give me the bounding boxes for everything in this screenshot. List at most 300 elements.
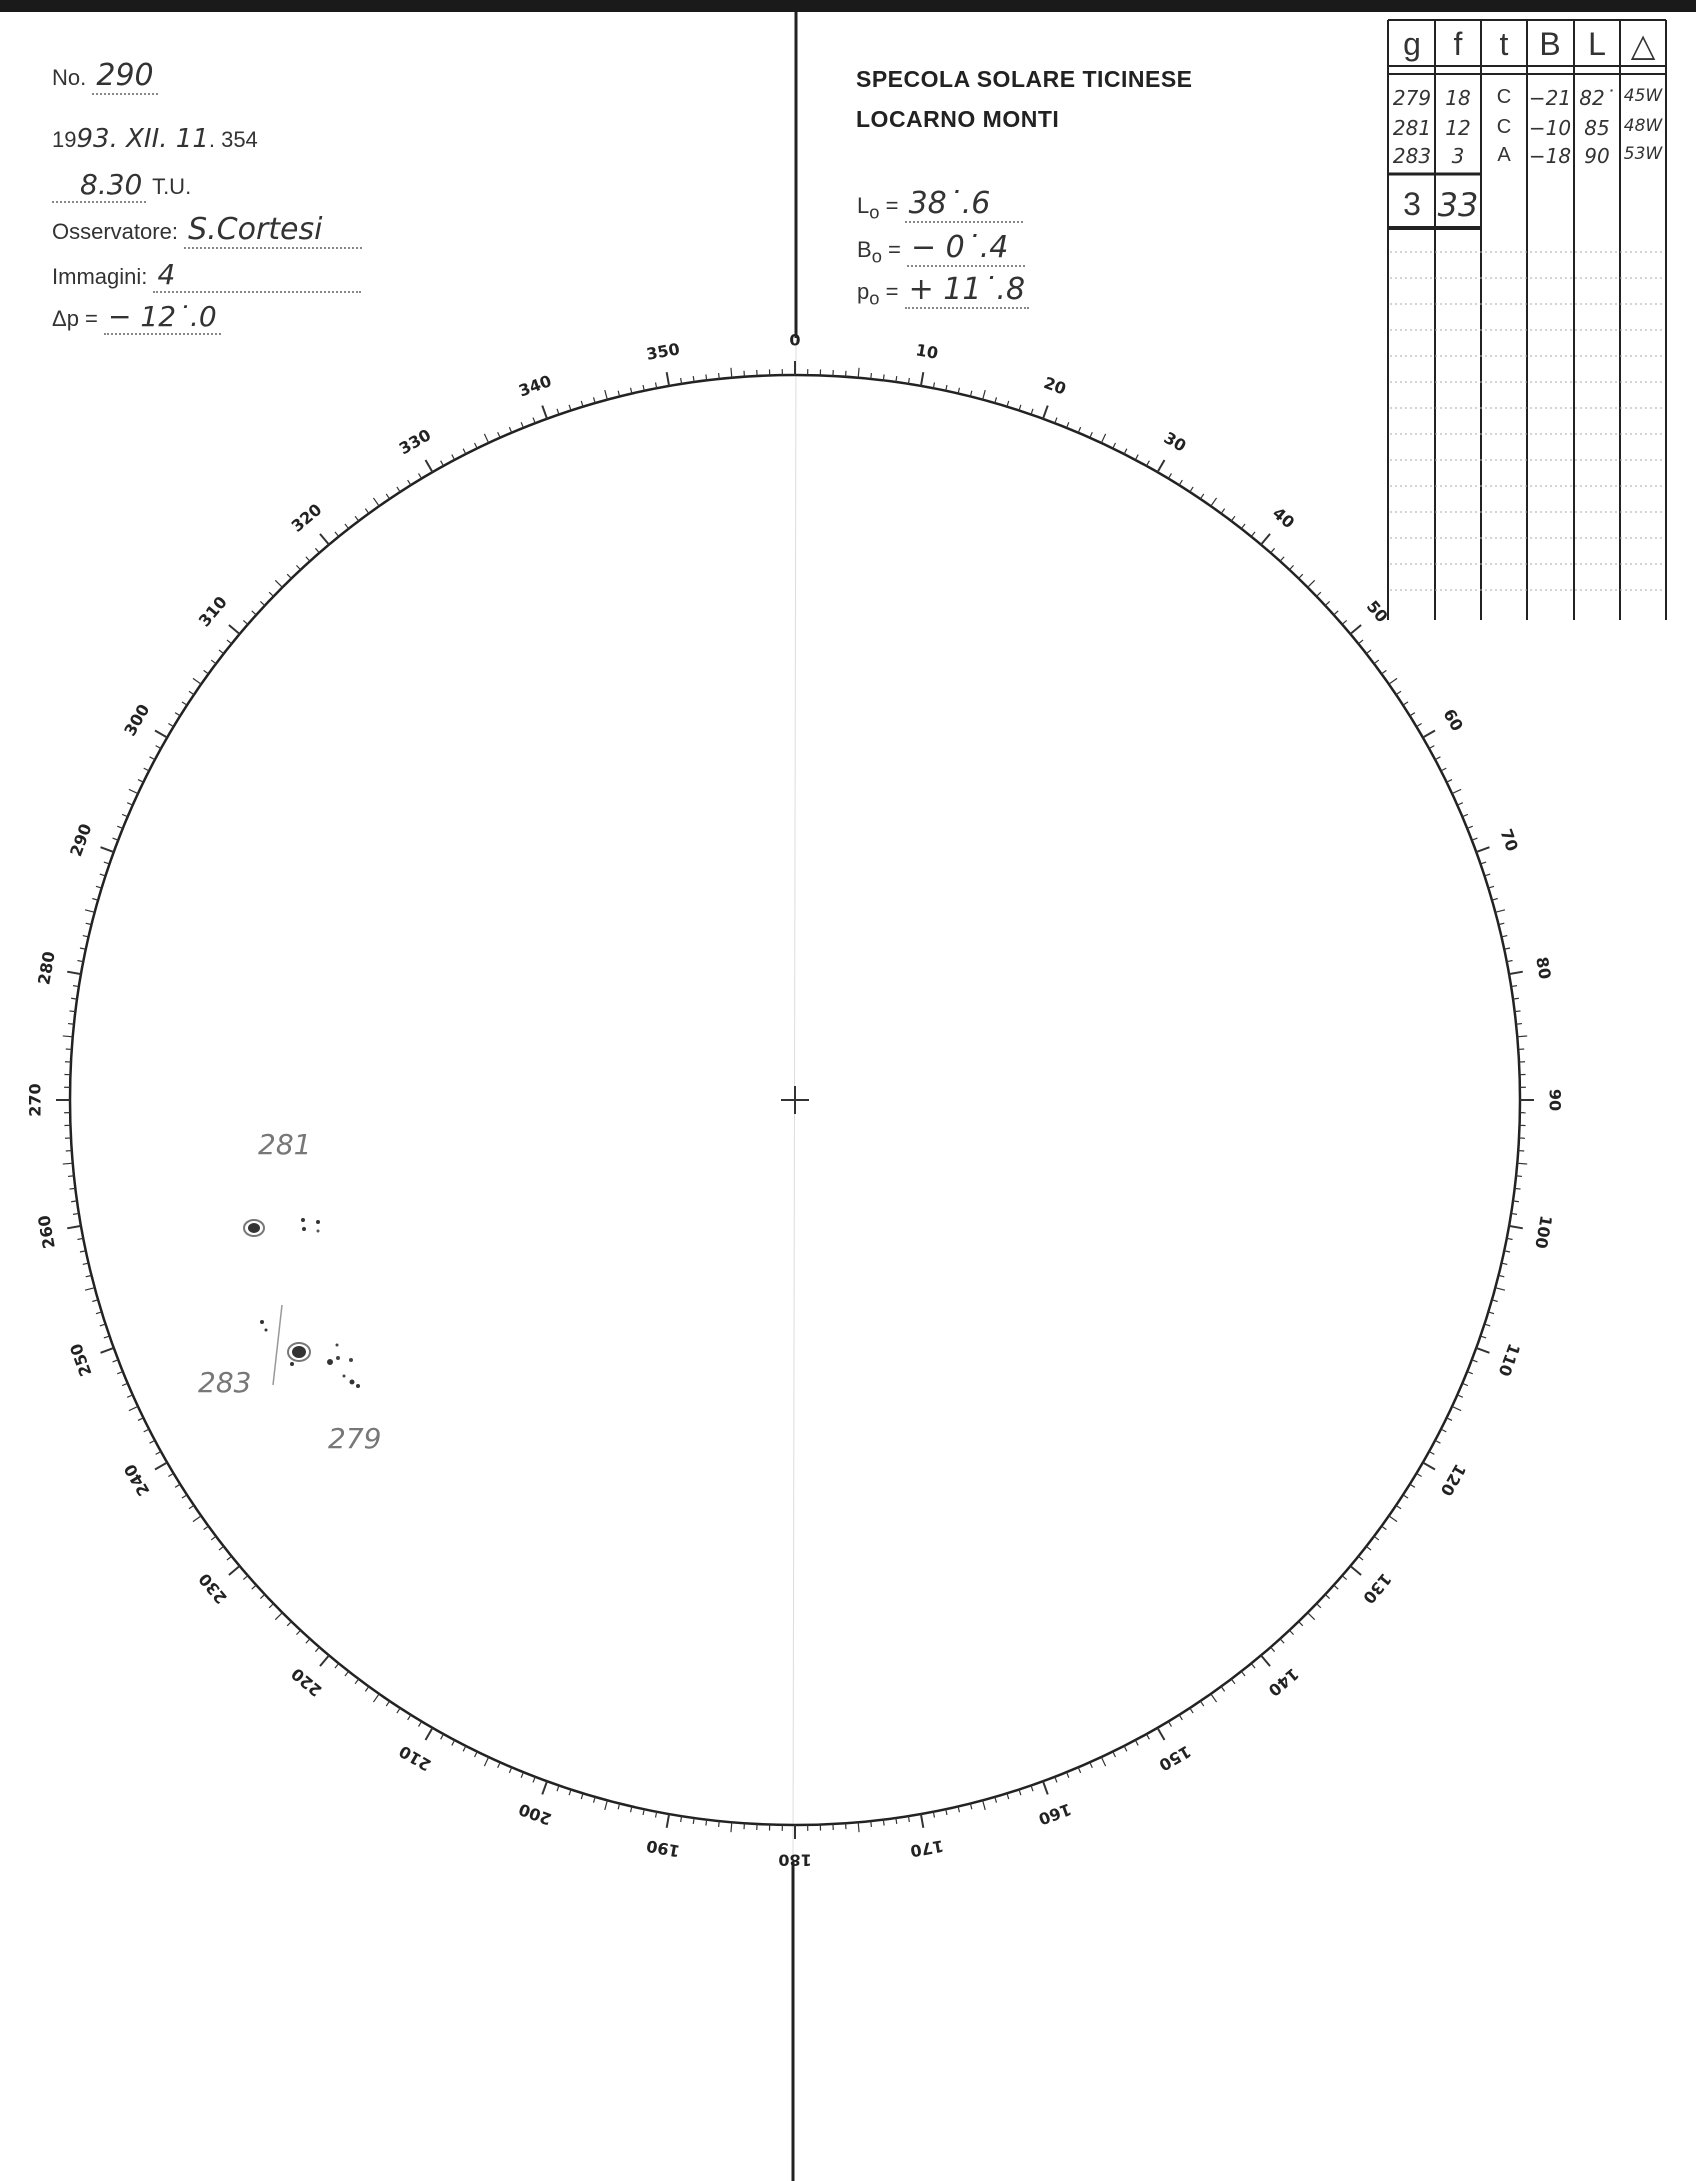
- scale-tick: [252, 611, 256, 615]
- scale-tick: [605, 390, 608, 400]
- scale-tick: [1231, 516, 1235, 521]
- scale-tick: [129, 789, 138, 793]
- scale-label: 260: [34, 1213, 59, 1251]
- scale-tick: [260, 601, 264, 605]
- scale-label: 350: [644, 339, 682, 364]
- scale-tick: [67, 1226, 81, 1228]
- scale-tick: [1396, 691, 1401, 694]
- group-label-279: 279: [328, 1422, 382, 1455]
- group-label-283: 283: [198, 1366, 252, 1399]
- scale-tick: [1261, 1655, 1270, 1666]
- scale-tick: [1516, 1024, 1522, 1025]
- scale-tick: [373, 1694, 379, 1702]
- scale-label: 20: [1041, 373, 1069, 399]
- scale-label: 310: [194, 592, 231, 631]
- scale-tick: [1342, 620, 1347, 624]
- scale-label: 180: [778, 1850, 812, 1870]
- scale-tick: [1325, 1594, 1329, 1598]
- scale-tick: [408, 480, 411, 485]
- scale-tick: [68, 1024, 74, 1025]
- scale-tick: [581, 401, 583, 407]
- scale-tick: [71, 998, 77, 999]
- scale-tick: [452, 1740, 455, 1745]
- scale-tick: [1515, 1011, 1521, 1012]
- scale-label: 220: [287, 1664, 326, 1701]
- L0-equals: =: [885, 193, 899, 218]
- scale-tick: [731, 368, 732, 378]
- scale-label: 230: [194, 1569, 231, 1608]
- delta-p-value: − 12˙.0: [104, 300, 221, 335]
- scale-tick: [1221, 509, 1225, 514]
- scale-tick: [1488, 886, 1494, 888]
- scale-tick: [1374, 660, 1379, 664]
- scale-tick: [1416, 724, 1421, 727]
- scale-tick: [1410, 1484, 1415, 1487]
- scale-tick: [484, 434, 488, 443]
- scale-label: 100: [1531, 1213, 1556, 1251]
- scale-label: 160: [1035, 1799, 1074, 1829]
- scale-tick: [921, 1814, 923, 1828]
- scale-tick: [1289, 565, 1293, 569]
- scale-tick: [397, 1708, 400, 1713]
- scale-tick: [858, 368, 859, 378]
- scale-tick: [1135, 455, 1138, 460]
- scale-tick: [719, 373, 720, 379]
- scale-tick: [243, 1576, 248, 1580]
- B0-equals: =: [888, 237, 901, 262]
- scale-tick: [1516, 1176, 1522, 1177]
- scale-tick: [1374, 1536, 1379, 1540]
- p0-value: + 11˙.8: [905, 272, 1029, 309]
- scale-tick: [269, 592, 273, 596]
- scale-tick: [1476, 847, 1489, 852]
- cell-g: 281: [1392, 116, 1432, 140]
- scale-tick: [287, 1622, 291, 1626]
- scale-tick: [227, 640, 232, 644]
- scale-tick: [320, 1655, 329, 1666]
- scale-tick: [155, 731, 167, 738]
- scale-tick: [243, 620, 248, 624]
- cell-L: 90: [1584, 144, 1610, 168]
- scale-tick: [182, 702, 187, 705]
- scale-tick: [275, 1613, 282, 1620]
- scale-tick: [1513, 1201, 1519, 1202]
- total-spots: 33: [1437, 186, 1479, 224]
- scale-tick: [315, 548, 319, 553]
- scale-tick: [542, 406, 547, 419]
- scale-tick: [484, 1757, 488, 1766]
- scale-tick: [1447, 780, 1452, 783]
- scale-tick: [1280, 557, 1284, 561]
- scale-tick: [306, 557, 310, 561]
- scale-tick: [1342, 1576, 1347, 1580]
- scale-tick: [1435, 757, 1440, 760]
- time-value: 8.30: [52, 168, 146, 203]
- scale-tick: [315, 1647, 319, 1652]
- cell-g: 283: [1392, 144, 1432, 168]
- scale-label: 170: [908, 1836, 946, 1861]
- time-unit: T.U.: [152, 174, 192, 199]
- scale-label: 10: [914, 340, 940, 363]
- scale-tick: [1513, 998, 1519, 999]
- day-of-year: . 354: [208, 127, 258, 152]
- p0-equals: =: [885, 279, 899, 304]
- scale-tick: [1113, 443, 1116, 448]
- scale-label: 0: [789, 330, 801, 350]
- scale-tick: [1435, 1440, 1440, 1443]
- L0-label: L: [857, 193, 870, 218]
- scale-tick: [1251, 532, 1255, 537]
- scale-tick: [1452, 1406, 1461, 1410]
- scale-tick: [581, 1793, 583, 1799]
- scale-tick: [693, 376, 694, 382]
- images-label: Immagini:: [52, 264, 148, 289]
- scale-tick: [373, 498, 379, 506]
- scale-tick: [175, 713, 180, 716]
- scale-tick: [408, 1715, 411, 1720]
- scale-tick: [871, 1821, 872, 1827]
- scale-label: 70: [1496, 826, 1522, 854]
- scale-tick: [96, 1312, 102, 1314]
- scale-tick: [96, 886, 102, 888]
- scale-label: 190: [644, 1836, 682, 1861]
- scale-label: 250: [66, 1340, 96, 1379]
- B0-subscript: o: [871, 245, 882, 267]
- scale-tick: [69, 1188, 75, 1189]
- scale-label: 140: [1264, 1664, 1303, 1701]
- col-header-f: f: [1453, 26, 1463, 62]
- scale-tick: [260, 1594, 264, 1598]
- scale-tick: [858, 1822, 859, 1832]
- scale-tick: [475, 443, 478, 448]
- scale-tick: [419, 1721, 422, 1726]
- L0-value: 38˙.6: [905, 186, 1023, 223]
- scale-tick: [921, 372, 923, 386]
- scale-tick: [269, 1604, 273, 1608]
- scale-label: 50: [1362, 596, 1392, 627]
- scale-tick: [896, 376, 897, 382]
- scale-tick: [1221, 1687, 1225, 1692]
- scale-tick: [706, 374, 707, 380]
- scale-tick: [1416, 1473, 1421, 1476]
- scale-label: 110: [1494, 1340, 1524, 1379]
- scale-tick: [1423, 731, 1435, 738]
- scale-tick: [1158, 460, 1165, 472]
- scale-tick: [1299, 1622, 1303, 1626]
- scale-tick: [1447, 1418, 1452, 1421]
- sunspot-group-279: [288, 1343, 360, 1388]
- scale-tick: [1389, 1516, 1397, 1522]
- scale-tick: [706, 1820, 707, 1826]
- scale-tick: [150, 757, 155, 760]
- scale-tick: [1251, 1663, 1255, 1668]
- scale-tick: [1158, 1728, 1165, 1740]
- sunspot-group-283: [260, 1305, 282, 1385]
- scale-tick: [138, 780, 143, 783]
- scale-tick: [150, 1440, 155, 1443]
- scale-label: 60: [1439, 705, 1467, 735]
- scale-tick: [129, 1406, 138, 1410]
- scale-tick: [296, 1630, 300, 1634]
- scale-label: 340: [516, 371, 555, 401]
- scale-tick: [463, 449, 466, 454]
- cell-B: −21: [1528, 86, 1572, 110]
- p0-subscript: o: [869, 287, 880, 309]
- scale-tick: [1358, 640, 1363, 644]
- scale-tick: [345, 524, 349, 529]
- cell-B: −10: [1528, 116, 1572, 140]
- scale-tick: [1200, 1701, 1203, 1706]
- observer-value: S.Cortesi: [184, 212, 362, 249]
- scale-tick: [1007, 401, 1009, 407]
- scale-tick: [227, 1556, 232, 1560]
- scale-label: 150: [1155, 1741, 1195, 1775]
- scale-tick: [1190, 487, 1193, 492]
- scale-tick: [211, 1536, 216, 1540]
- scale-tick: [1211, 1694, 1217, 1702]
- scale-tick: [156, 1451, 161, 1454]
- scale-tick: [441, 461, 444, 466]
- cell-g: 279: [1392, 86, 1432, 110]
- scale-tick: [168, 724, 173, 727]
- scale-tick: [426, 460, 433, 472]
- scale-tick: [275, 580, 282, 587]
- scale-tick: [1410, 713, 1415, 716]
- scale-tick: [463, 1746, 466, 1751]
- scale-tick: [1200, 494, 1203, 499]
- scale-label: 270: [25, 1083, 45, 1117]
- scale-tick: [1366, 650, 1371, 654]
- scale-label: 290: [66, 821, 96, 860]
- scale-tick: [229, 1566, 240, 1575]
- scale-tick: [182, 1495, 187, 1498]
- scale-tick: [1043, 406, 1048, 419]
- scale-tick: [441, 1734, 444, 1739]
- col-header-t: t: [1499, 26, 1509, 62]
- scale-tick: [68, 1176, 74, 1177]
- scale-label: 120: [1436, 1460, 1470, 1500]
- scale-tick: [475, 1752, 478, 1757]
- B0-value: − 0˙.4: [907, 230, 1025, 267]
- date-prefix: 19: [52, 127, 77, 152]
- scale-tick: [667, 372, 669, 386]
- scale-tick: [386, 1701, 389, 1706]
- scale-tick: [219, 650, 224, 654]
- scale-tick: [189, 691, 194, 694]
- scale-tick: [219, 1546, 224, 1550]
- scale-label: 40: [1268, 503, 1299, 533]
- scale-tick: [1299, 574, 1303, 578]
- scale-tick: [1441, 768, 1446, 771]
- scale-tick: [1146, 461, 1149, 466]
- scale-tick: [1271, 548, 1275, 553]
- col-header-g: g: [1403, 26, 1421, 62]
- scale-label: 210: [395, 1741, 435, 1775]
- scale-tick: [345, 1671, 349, 1676]
- scale-tick: [1168, 1721, 1171, 1726]
- scale-tick: [320, 534, 329, 545]
- scale-label: 330: [395, 425, 435, 459]
- scale-tick: [365, 509, 369, 514]
- cell-L: 82˙: [1579, 86, 1615, 110]
- scale-tick: [1124, 449, 1127, 454]
- cell-t: A: [1497, 144, 1511, 166]
- cell-B: −18: [1528, 144, 1572, 168]
- scale-tick: [193, 1516, 201, 1522]
- scale-tick: [1509, 1226, 1523, 1228]
- scale-tick: [335, 532, 339, 537]
- scale-tick: [397, 487, 400, 492]
- group-label-281: 281: [258, 1128, 312, 1161]
- scale-tick: [85, 1288, 95, 1291]
- scale-tick: [452, 455, 455, 460]
- scale-tick: [1452, 789, 1461, 793]
- scale-tick: [1146, 1734, 1149, 1739]
- scale-tick: [1488, 1312, 1494, 1314]
- scale-tick: [85, 910, 95, 913]
- scale-tick: [1124, 1746, 1127, 1751]
- scale-tick: [1366, 1546, 1371, 1550]
- cell-delta: 53W: [1623, 144, 1663, 164]
- scale-tick: [1350, 625, 1361, 634]
- scale-tick: [1113, 1752, 1116, 1757]
- scale-tick: [1509, 972, 1523, 974]
- scale-tick: [1334, 611, 1338, 615]
- scale-tick: [1476, 1348, 1489, 1353]
- scale-tick: [605, 1800, 608, 1810]
- scale-tick: [1241, 524, 1245, 529]
- scale-tick: [306, 1639, 310, 1643]
- scale-tick: [1382, 670, 1387, 674]
- scale-tick: [386, 494, 389, 499]
- scale-label: 80: [1532, 955, 1555, 981]
- group-table-grid: [1388, 20, 1666, 620]
- cell-t: C: [1496, 116, 1512, 138]
- B0-label: B: [857, 237, 872, 262]
- col-header-delta: △: [1630, 27, 1656, 63]
- scale-label: 240: [120, 1460, 154, 1500]
- scale-tick: [1271, 1647, 1275, 1652]
- total-groups: 3: [1403, 186, 1421, 222]
- scale-label: 90: [1545, 1088, 1565, 1112]
- scale-tick: [138, 1418, 143, 1421]
- scale-tick: [1423, 1463, 1435, 1470]
- number-value: 290: [92, 58, 157, 95]
- scale-tick: [731, 1822, 732, 1832]
- scale-tick: [883, 374, 884, 380]
- scale-tick: [67, 972, 81, 974]
- scale-tick: [144, 1429, 149, 1432]
- cell-L: 85: [1584, 116, 1610, 140]
- scale-tick: [189, 1505, 194, 1508]
- scale-label: 200: [516, 1799, 555, 1829]
- scale-tick: [1429, 1451, 1434, 1454]
- scale-tick: [287, 574, 291, 578]
- scale-tick: [896, 1818, 897, 1824]
- scale-tick: [1190, 1708, 1193, 1713]
- scale-tick: [229, 625, 240, 634]
- scale-tick: [1495, 1288, 1505, 1291]
- scale-tick: [1280, 1639, 1284, 1643]
- scale-tick: [1241, 1671, 1245, 1676]
- scale-tick: [355, 1679, 359, 1684]
- scale-tick: [204, 1526, 209, 1530]
- scale-tick: [719, 1821, 720, 1827]
- scale-tick: [1308, 580, 1315, 587]
- scale-tick: [1403, 702, 1408, 705]
- scale-tick: [211, 660, 216, 664]
- scale-tick: [693, 1818, 694, 1824]
- scale-tick: [1334, 1585, 1338, 1589]
- scale-tick: [1429, 746, 1434, 749]
- scale-tick: [1325, 601, 1329, 605]
- scale-tick: [1317, 592, 1321, 596]
- number-label: No.: [52, 65, 87, 90]
- scale-tick: [1515, 1188, 1521, 1189]
- scale-tick: [1101, 1757, 1105, 1766]
- scale-tick: [1101, 434, 1105, 443]
- scale-tick: [1135, 1740, 1138, 1745]
- scale-tick: [1396, 1505, 1401, 1508]
- scale-tick: [542, 1781, 547, 1794]
- scale-tick: [1179, 1715, 1182, 1720]
- scale-tick: [204, 670, 209, 674]
- scale-tick: [1517, 1036, 1527, 1037]
- scale-label: 320: [287, 499, 326, 536]
- scale-tick: [1350, 1566, 1361, 1575]
- scale-tick: [1043, 1781, 1048, 1794]
- scale-tick: [1358, 1556, 1363, 1560]
- cell-f: 12: [1445, 116, 1471, 140]
- scale-tick: [1382, 1526, 1387, 1530]
- scale-tick: [252, 1585, 256, 1589]
- col-header-B: B: [1539, 26, 1561, 62]
- observatory-name: SPECOLA SOLARE TICINESE: [856, 66, 1193, 92]
- scale-tick: [1261, 534, 1270, 545]
- scale-tick: [1389, 678, 1397, 684]
- observer-label: Osservatore:: [52, 219, 178, 244]
- scale-tick: [63, 1036, 73, 1037]
- scale-tick: [1179, 480, 1182, 485]
- scale-tick: [1231, 1679, 1235, 1684]
- scale-tick: [101, 847, 114, 852]
- scale-tick: [983, 1800, 986, 1810]
- scale-tick: [419, 473, 422, 478]
- scale-tick: [63, 1163, 73, 1164]
- scale-tick: [175, 1484, 180, 1487]
- scale-label: 30: [1160, 428, 1190, 456]
- scale-tick: [1403, 1495, 1408, 1498]
- scale-tick: [365, 1687, 369, 1692]
- scale-tick: [667, 1814, 669, 1828]
- cell-delta: 45W: [1623, 86, 1663, 106]
- scale-tick: [1007, 1793, 1009, 1799]
- sunspot-group-281: [244, 1218, 320, 1236]
- scale-label: 300: [120, 700, 154, 740]
- scale-tick: [71, 1201, 77, 1202]
- scale-tick: [426, 1728, 433, 1740]
- col-header-L: L: [1588, 26, 1606, 62]
- images-value: 4: [153, 258, 361, 293]
- scale-tick: [1317, 1604, 1321, 1608]
- cell-t: C: [1496, 86, 1512, 108]
- scale-tick: [156, 746, 161, 749]
- scale-label: 280: [34, 949, 59, 987]
- observatory-location: LOCARNO MONTI: [856, 106, 1060, 132]
- scale-tick: [355, 516, 359, 521]
- scale-tick: [168, 1473, 173, 1476]
- scale-tick: [101, 1348, 114, 1353]
